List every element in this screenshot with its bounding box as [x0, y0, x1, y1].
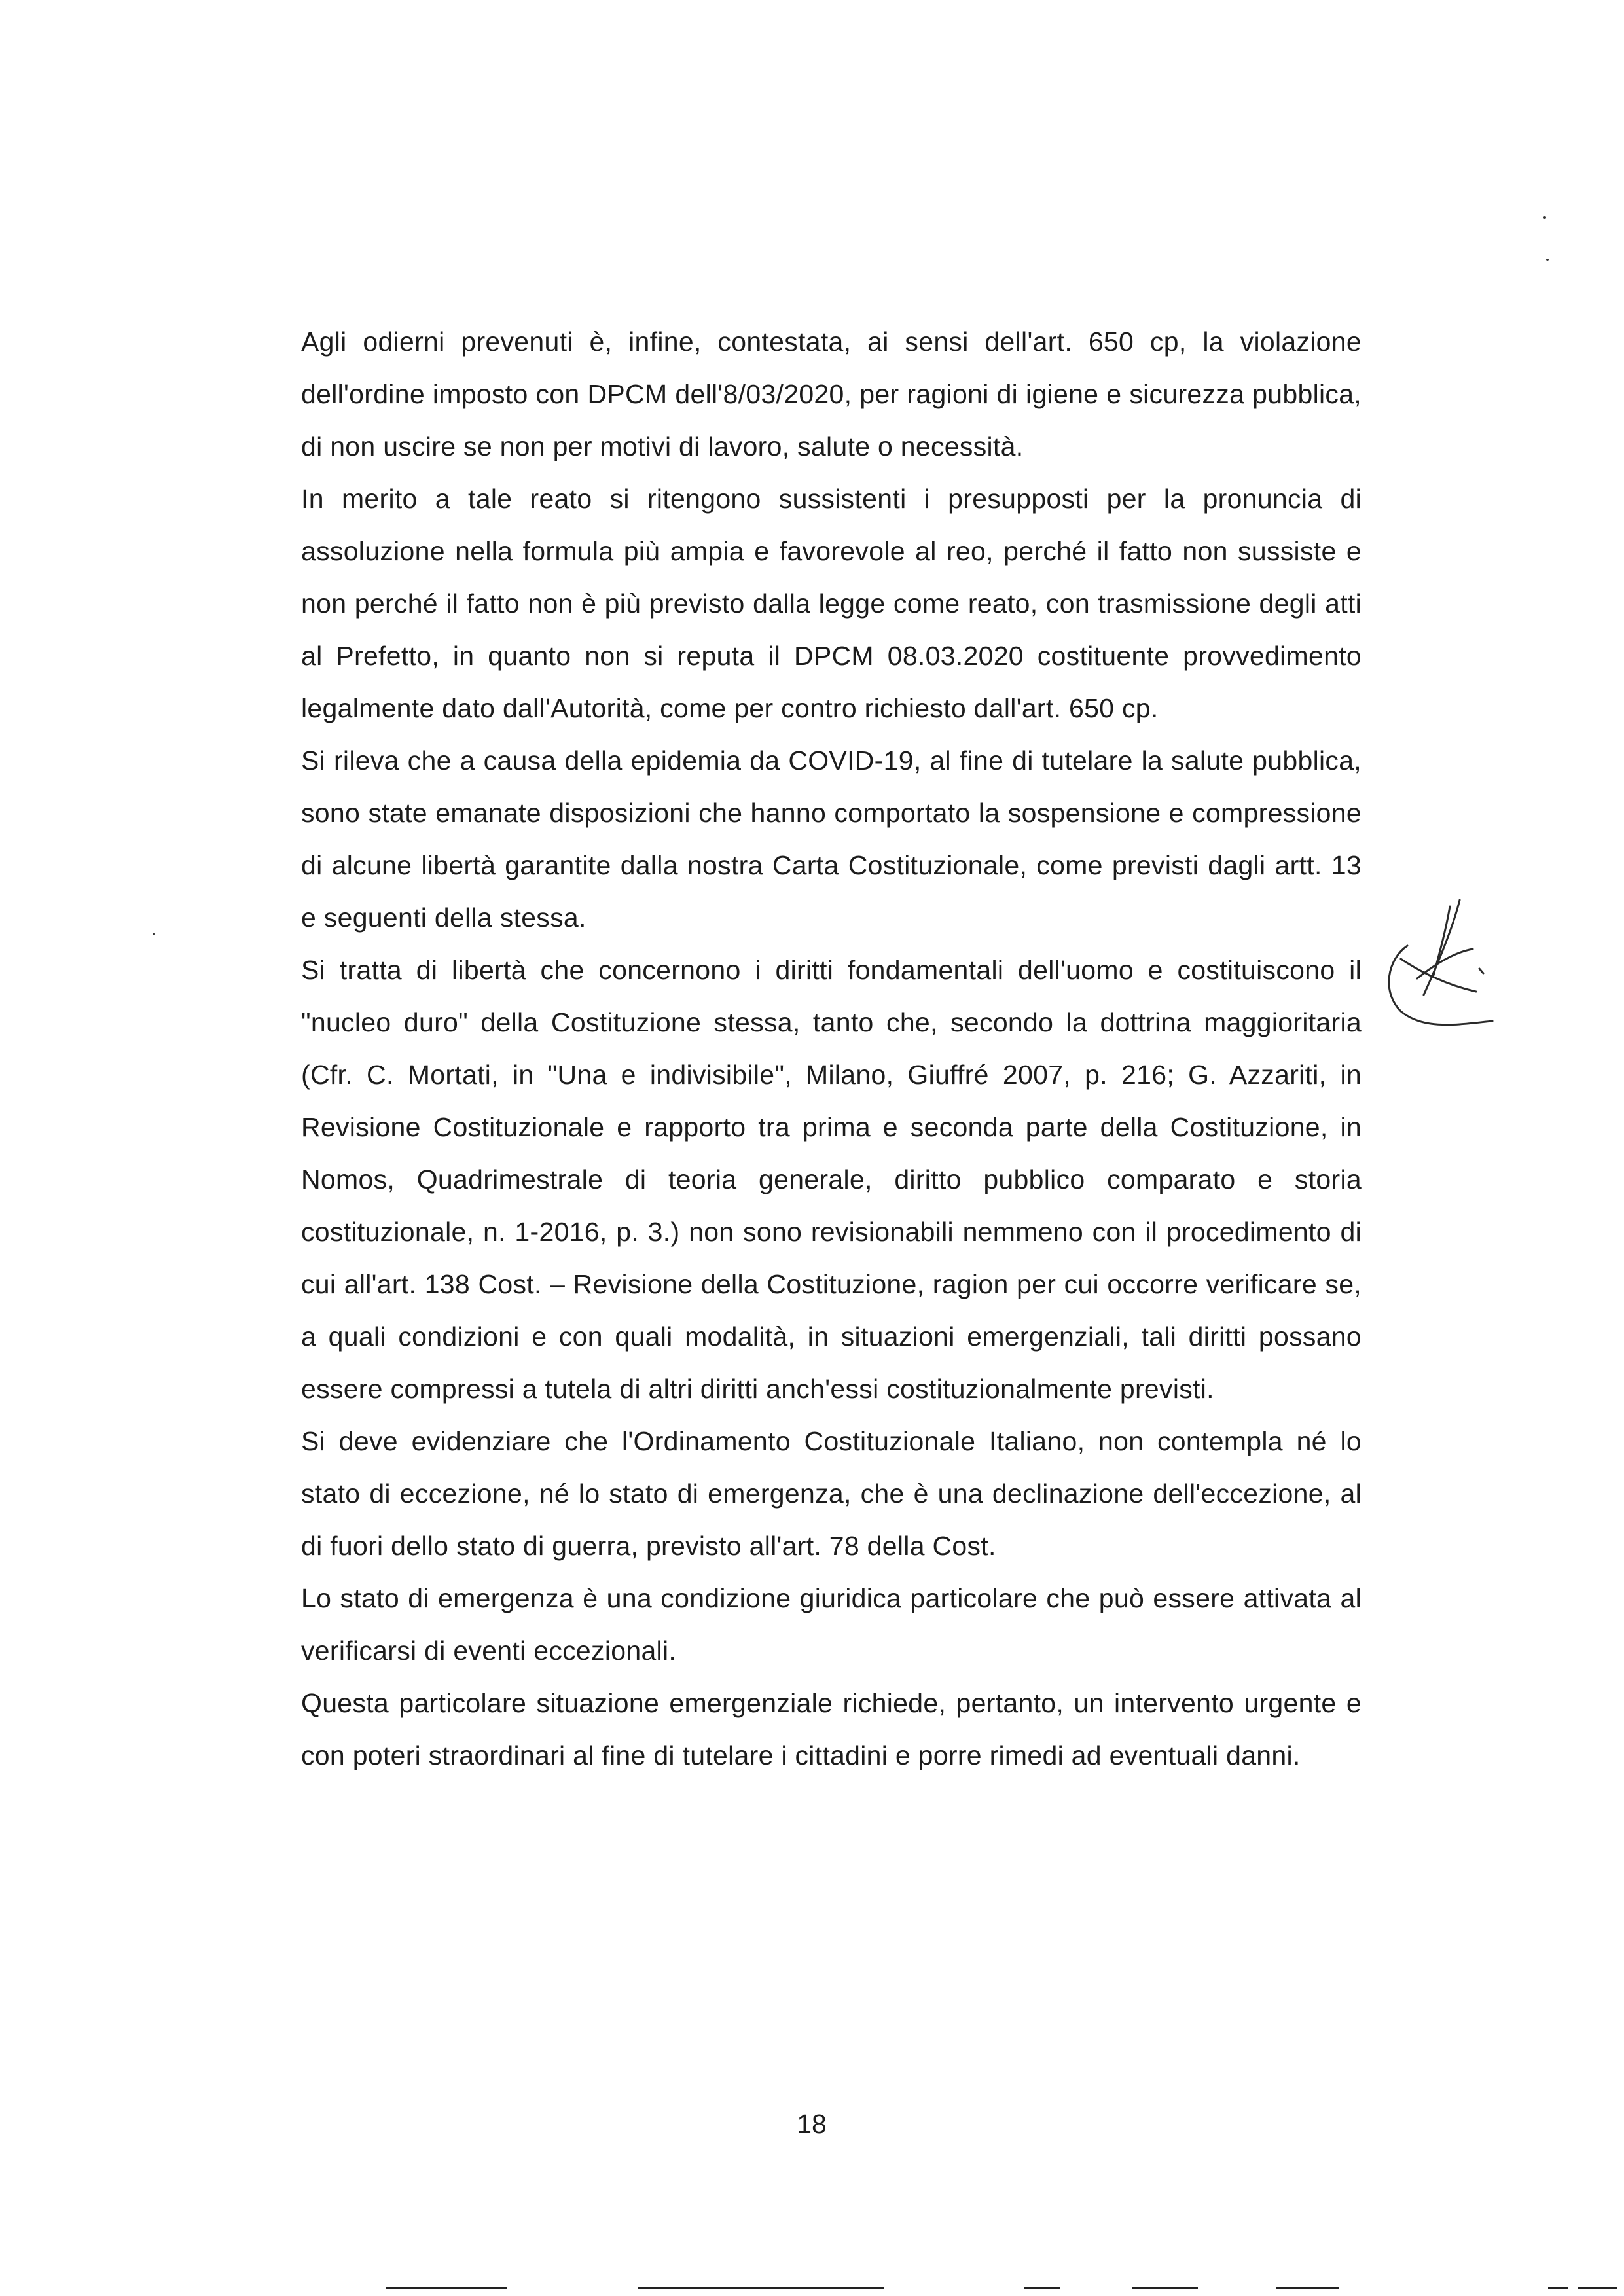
paragraph: Si deve evidenziare che l'Ordinamento Costituzionale Italiano, non contempla né lo stato di eccezione, né lo stato di emergenza, che è una declinazione dell'eccezione, al di fuori dello stato di guerra, previsto all'art. 78 della Cost.	[301, 1426, 1362, 1561]
paragraph: Si rileva che a causa della epidemia da COVID-19, al fine di tutelare la salute pubblica, sono state emanate disposizioni che hanno comportato la sospensione e compressione di alcune libertà garantite dalla nostra Carta Costituzionale, come previsti dagli artt. 13 e seguenti della stessa.	[301, 745, 1362, 933]
bottom-scan-line	[1578, 2287, 1617, 2289]
page-number: 18	[797, 2109, 827, 2139]
bottom-scan-line	[638, 2287, 884, 2289]
scan-artifact-dot	[153, 933, 155, 935]
bottom-scan-line	[1132, 2287, 1198, 2289]
paragraph: Lo stato di emergenza è una condizione giuridica particolare che può essere attivata al verificarsi di eventi eccezionali.	[301, 1583, 1362, 1666]
paragraph: Agli odierni prevenuti è, infine, contestata, ai sensi dell'art. 650 cp, la violazione dell'ordine imposto con DPCM dell'8/03/2020, per ragioni di igiene e sicurezza pubblica, di non uscire se non per motivi di lavoro, salute o necessità.	[301, 327, 1362, 461]
bottom-scan-line	[386, 2287, 507, 2289]
bottom-scan-line	[1276, 2287, 1339, 2289]
paragraph: Si tratta di libertà che concernono i diritti fondamentali dell'uomo e costituiscono il "nucleo duro" della Costituzione stessa, tanto che, secondo la dottrina maggioritaria (Cfr. C. Mortati, in "Una e indivisibile", Milano, Giuffré 2007, p. 216; G. Azzariti, in Revisione Costituzionale e rapporto tra prima e seconda parte della Costituzione, in Nomos, Quadrimestrale di teoria generale, diritto pubblico comparato e storia costituzionale, n. 1-2016, p. 3.) non sono revisionabili nemmeno con il procedimento di cui all'art. 138 Cost. – Revisione della Costituzione, ragion per cui occorre verificare se, a quali condizioni e con quali modalità, in situazioni emergenziali, tali diritti possano essere compressi a tutela di altri diritti anch'essi costituzionalmente previsti.	[301, 955, 1362, 1404]
bottom-scan-line	[1548, 2287, 1568, 2289]
paragraph: In merito a tale reato si ritengono sussistenti i presupposti per la pronuncia di assoluzione nella formula più ampia e favorevole al reo, perché il fatto non sussiste e non perché il fatto non è più previsto dalla legge come reato, con trasmissione degli atti al Prefetto, in quanto non si reputa il DPCM 08.03.2020 costituente provvedimento legalmente dato dall'Autorità, come per contro richiesto dall'art. 650 cp.	[301, 484, 1362, 723]
handwritten-signature-icon	[1362, 887, 1506, 1044]
scan-artifact-dot	[1543, 216, 1546, 219]
bottom-scan-line	[1024, 2287, 1060, 2289]
paragraph: Questa particolare situazione emergenziale richiede, pertanto, un intervento urgente e con poteri straordinari al fine di tutelare i cittadini e porre rimedi ad eventuali danni.	[301, 1688, 1362, 1770]
scan-artifact-dot	[1546, 259, 1549, 261]
document-body	[301, 315, 1362, 1782]
